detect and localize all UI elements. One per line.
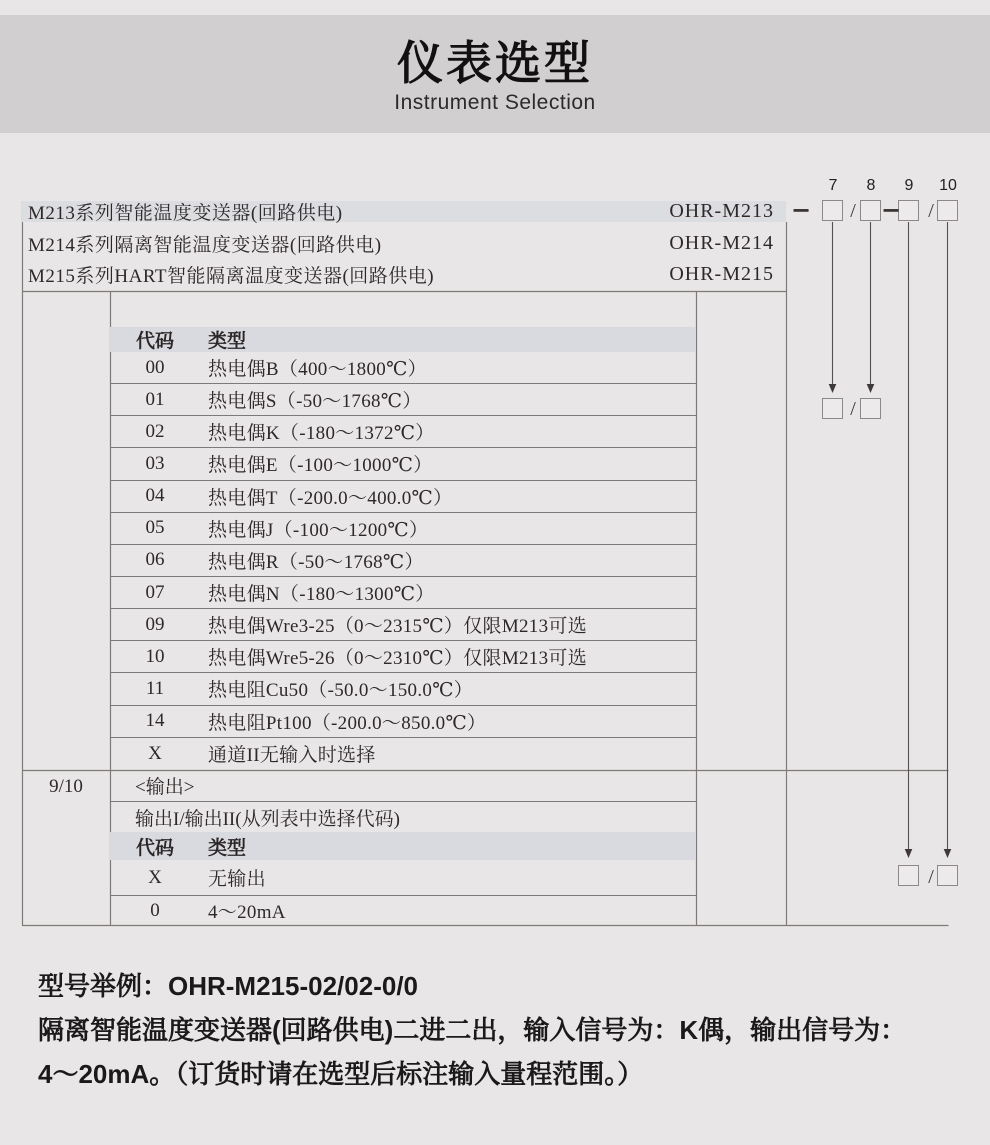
- example-note-line: 4～20mA。（订货时请在选型后标注输入量程范围。）: [38, 1059, 644, 1089]
- table-row: [110, 352, 696, 384]
- output-subtitle: <输出>: [110, 770, 696, 802]
- code-column-header: 代码: [135, 837, 174, 859]
- input-table-header: [110, 327, 696, 352]
- position-label-7: 7: [828, 177, 838, 194]
- code-box-8: [860, 200, 881, 221]
- output-description: 输出I/输出II(从列表中选择代码): [135, 808, 400, 830]
- row-code: 09: [145, 613, 165, 635]
- row-code: 02: [145, 420, 165, 442]
- position-label-10: 10: [939, 177, 957, 194]
- row-type: 热电阻Cu50（-50.0～150.0℃）: [208, 680, 474, 702]
- row-type: 热电阻Pt100（-200.0～850.0℃）: [208, 712, 487, 734]
- product-name: M215系列HART智能隔离温度变送器(回路供电): [28, 265, 435, 287]
- product-model: OHR-M213: [669, 200, 774, 222]
- row-type: 热电偶R（-50～1768℃）: [208, 551, 424, 573]
- row-type: 热电偶S（-50～1768℃）: [208, 391, 422, 413]
- table-row: [110, 706, 696, 738]
- table-row: [110, 641, 696, 673]
- row-code: X: [148, 742, 162, 764]
- table-row: [110, 896, 696, 925]
- table-row: [110, 545, 696, 577]
- page-title: 仪表选型: [397, 37, 593, 89]
- row-type: 热电偶K（-180～1372℃）: [208, 423, 435, 445]
- code-column-header: 代码: [135, 331, 174, 352]
- input-table-rows: [110, 352, 696, 770]
- table-row: [110, 448, 696, 480]
- output-position-label: 9/10: [49, 776, 83, 797]
- type-column-header: 类型: [208, 331, 247, 352]
- row-code: 05: [145, 517, 165, 539]
- row-code: 14: [145, 710, 165, 732]
- output-table-rows: [110, 860, 696, 925]
- row-type: 4～20mA: [208, 902, 286, 923]
- table-row: [110, 577, 696, 609]
- row-type: 通道II无输入时选择: [208, 745, 376, 767]
- answer-box-7: [822, 398, 843, 419]
- product-name: M213系列智能温度变送器(回路供电): [28, 203, 343, 224]
- row-code: 10: [145, 645, 165, 667]
- dash-symbol: −: [790, 196, 812, 224]
- row-code: 00: [145, 356, 165, 378]
- product-row-m213: [22, 201, 786, 222]
- answer-box-8: [860, 398, 881, 419]
- table-row: [110, 609, 696, 641]
- row-code: 04: [145, 485, 165, 507]
- row-type: 热电偶E（-100～1000℃）: [208, 455, 433, 477]
- code-box-9: [898, 200, 919, 221]
- row-code: 01: [145, 388, 165, 410]
- product-model: OHR-M215: [669, 262, 774, 285]
- position-label-9: 9: [904, 177, 914, 194]
- product-name: M214系列隔离智能温度变送器(回路供电): [28, 234, 382, 256]
- product-row-m214: [22, 228, 786, 258]
- slash-symbol: /: [928, 865, 934, 888]
- answer-box-9: [898, 865, 919, 886]
- row-code: 07: [145, 581, 165, 603]
- table-row: [110, 384, 696, 416]
- type-column-header: 类型: [208, 837, 247, 859]
- slash-symbol: /: [850, 199, 856, 222]
- product-model: OHR-M214: [669, 231, 774, 254]
- row-code: 0: [150, 899, 160, 921]
- table-row: [110, 513, 696, 545]
- row-type: 热电偶B（400～1800℃）: [208, 359, 427, 381]
- row-type: 热电偶J（-100～1200℃）: [208, 519, 429, 541]
- output-section-head: [110, 770, 696, 832]
- table-row: [110, 860, 696, 896]
- position-label-8: 8: [866, 177, 876, 194]
- row-type: 无输出: [208, 869, 266, 890]
- output-table-header: [110, 832, 696, 860]
- row-code: 03: [145, 452, 165, 474]
- model-example-line: 型号举例：OHR-M215-02/02-0/0: [38, 971, 418, 1001]
- row-type: 热电偶N（-180～1300℃）: [208, 584, 435, 606]
- example-description-line: 隔离智能温度变送器(回路供电)二进二出，输入信号为：K偶，输出信号为：: [38, 1015, 907, 1045]
- table-row: [110, 738, 696, 770]
- row-code: X: [148, 866, 162, 888]
- page-subtitle: Instrument Selection: [394, 91, 596, 114]
- row-type: 热电偶Wre5-26（0～2310℃）仅限M213可选: [208, 648, 588, 670]
- arrowheads: [829, 384, 952, 858]
- product-row-m215: [22, 259, 786, 289]
- slash-symbol: /: [850, 397, 856, 420]
- dash-symbol: −: [880, 196, 902, 224]
- table-row: [110, 481, 696, 513]
- slash-symbol: /: [928, 199, 934, 222]
- table-row: [110, 416, 696, 448]
- row-type: 热电偶Wre3-25（0～2315℃）仅限M213可选: [208, 616, 588, 638]
- row-code: 11: [145, 677, 165, 699]
- row-type: 热电偶T（-200.0～400.0℃）: [208, 487, 453, 509]
- table-row: [110, 673, 696, 705]
- row-code: 06: [145, 549, 165, 571]
- code-box-7: [822, 200, 843, 221]
